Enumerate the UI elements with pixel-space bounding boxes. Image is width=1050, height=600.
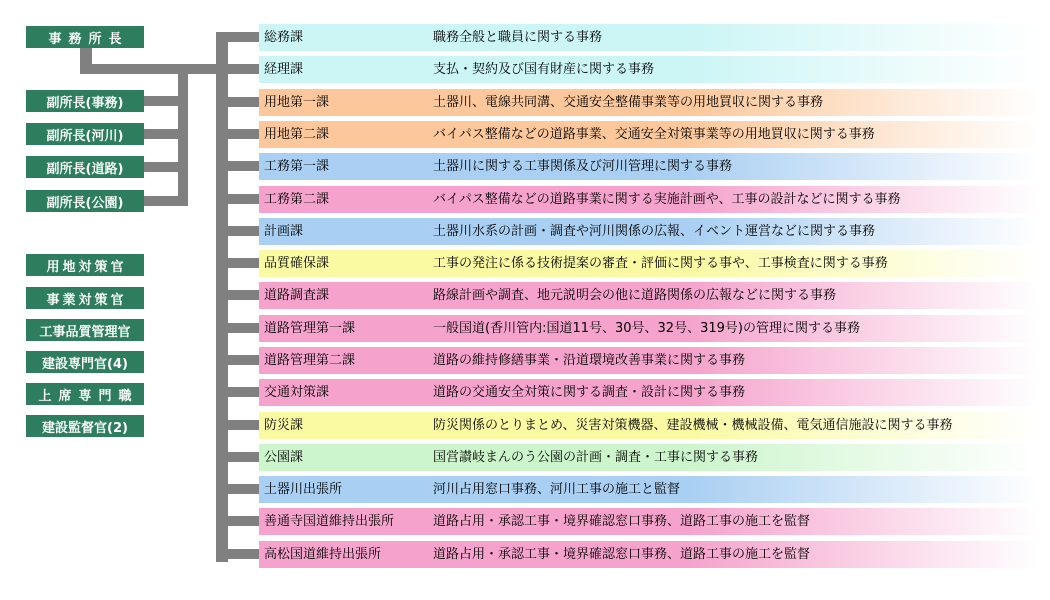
section-row: [259, 24, 1040, 51]
connector-branch: [216, 323, 260, 333]
deputy-park-label: 副所長(公園): [46, 195, 124, 211]
section-name: 計画課: [264, 224, 304, 239]
section-name: 総務課: [264, 30, 304, 45]
section-name: 工務第二課: [264, 192, 330, 207]
section-row: [259, 379, 1040, 406]
section-row: [259, 250, 1040, 277]
section-description: 防災関係のとりまとめ、災害対策機器、建設機械・機械設備、電気通信施設に関する事務: [433, 418, 953, 433]
section-description: 道路占用・承認工事・境界確認窓口事務、道路工事の施工を監督: [433, 547, 811, 562]
connector-deputy-4: [144, 196, 186, 206]
section-name: 公園課: [264, 450, 304, 465]
construction-supervisor-label: 建設監督官(2): [42, 420, 128, 436]
section-name: 用地第二課: [264, 127, 330, 142]
deputy-park-box: [26, 190, 144, 212]
construction-supervisor-box: [26, 415, 144, 437]
connector-branch: [216, 516, 260, 526]
section-description: 支払・契約及び国有財産に関する事務: [433, 62, 655, 77]
connector-branch: [216, 258, 260, 268]
section-row: [259, 541, 1040, 568]
section-name: 土器川出張所: [264, 482, 343, 497]
section-name: 工務第一課: [264, 159, 330, 174]
section-description: バイパス整備などの道路事業に関する実施計画や、工事の設計などに関する事務: [433, 192, 901, 207]
connector-branch: [216, 452, 260, 462]
project-officer-label: 事業対策官: [46, 292, 127, 308]
section-name: 交通対策課: [264, 385, 330, 400]
director-box: [26, 26, 144, 48]
connector-branch: [216, 97, 260, 107]
deputy-road-label: 副所長(道路): [46, 161, 124, 177]
deputy-road-box: [26, 156, 144, 178]
connector-branch: [216, 484, 260, 494]
section-description: 工事の発注に係る技術提案の審査・評価に関する事や、工事検査に関する事務: [433, 256, 888, 271]
section-row: [259, 218, 1040, 245]
section-name: 高松国道維持出張所: [264, 547, 382, 562]
section-row: [259, 89, 1040, 116]
quality-manager-box: [26, 319, 144, 341]
section-description: 一般国道(香川管内:国道11号、30号、32号、319号)の管理に関する事務: [433, 321, 860, 336]
section-row: [259, 186, 1040, 213]
section-description: 職務全般と職員に関する事務: [433, 30, 603, 45]
connector-deputy-2: [144, 129, 186, 139]
project-officer-box: [26, 287, 144, 309]
section-description: 道路占用・承認工事・境界確認窓口事務、道路工事の施工を監督: [433, 514, 811, 529]
deputy-river-label: 副所長(河川): [46, 128, 124, 144]
section-row: [259, 508, 1040, 535]
section-name: 用地第一課: [264, 95, 330, 110]
construction-specialist-box: [26, 351, 144, 373]
connector-branch: [216, 355, 260, 365]
land-officer-label: 用地対策官: [46, 259, 127, 275]
section-name: 道路管理第一課: [264, 321, 356, 336]
section-row: [259, 347, 1040, 374]
connector-branch: [216, 129, 260, 139]
connector-chief-across: [80, 64, 228, 74]
section-name: 品質確保課: [264, 256, 330, 271]
senior-specialist-label: 上席専門職: [38, 388, 139, 404]
section-row: [259, 444, 1040, 471]
deputy-admin-box: [26, 90, 144, 112]
deputy-admin-label: 副所長(事務): [46, 95, 124, 111]
connector-branch: [216, 549, 260, 559]
quality-manager-label: 工事品質管理官: [39, 324, 131, 340]
section-name: 道路管理第二課: [264, 353, 356, 368]
construction-specialist-label: 建設専門官(4): [42, 356, 128, 372]
connector-branch: [216, 194, 260, 204]
section-name: 経理課: [264, 62, 304, 77]
section-row: [259, 412, 1040, 439]
section-description: 土器川水系の計画・調査や河川関係の広報、イベント運営などに関する事務: [433, 224, 876, 239]
section-description: バイパス整備などの道路事業、交通安全対策事業等の用地買収に関する事務: [433, 127, 875, 142]
section-row: [259, 476, 1040, 503]
connector-branch: [216, 290, 260, 300]
section-description: 河川占用窓口事務、河川工事の施工と監督: [433, 482, 681, 497]
connector-branch: [216, 32, 260, 42]
connector-deputy-3: [144, 162, 186, 172]
director-label: 事務所長: [48, 31, 129, 47]
connector-branch: [216, 64, 260, 74]
section-description: 道路の交通安全対策に関する調査・設計に関する事務: [433, 385, 746, 400]
section-row: [259, 153, 1040, 180]
deputy-river-box: [26, 123, 144, 145]
senior-specialist-box: [26, 383, 144, 405]
connector-branch: [216, 161, 260, 171]
section-name: 道路調査課: [264, 288, 330, 303]
section-row: [259, 282, 1040, 309]
connector-branch: [216, 387, 260, 397]
section-row: [259, 121, 1040, 148]
connector-deputy-1: [144, 96, 186, 106]
section-description: 土器川に関する工事関係及び河川管理に関する事務: [433, 159, 733, 174]
land-officer-box: [26, 254, 144, 276]
section-name: 防災課: [264, 418, 304, 433]
section-description: 路線計画や調査、地元説明会の他に道路関係の広報などに関する事務: [433, 288, 837, 303]
section-row: [259, 56, 1040, 83]
section-description: 道路の維持修繕事業・沿道環境改善事業に関する事務: [433, 353, 746, 368]
section-description: 土器川、電線共同溝、交通安全整備事業等の用地買収に関する事務: [433, 95, 824, 110]
connector-branch: [216, 420, 260, 430]
section-row: [259, 315, 1040, 342]
section-name: 善通寺国道維持出張所: [264, 514, 395, 529]
section-description: 国営讃岐まんのう公園の計画・調査・工事に関する事務: [433, 450, 759, 465]
connector-branch: [216, 226, 260, 236]
